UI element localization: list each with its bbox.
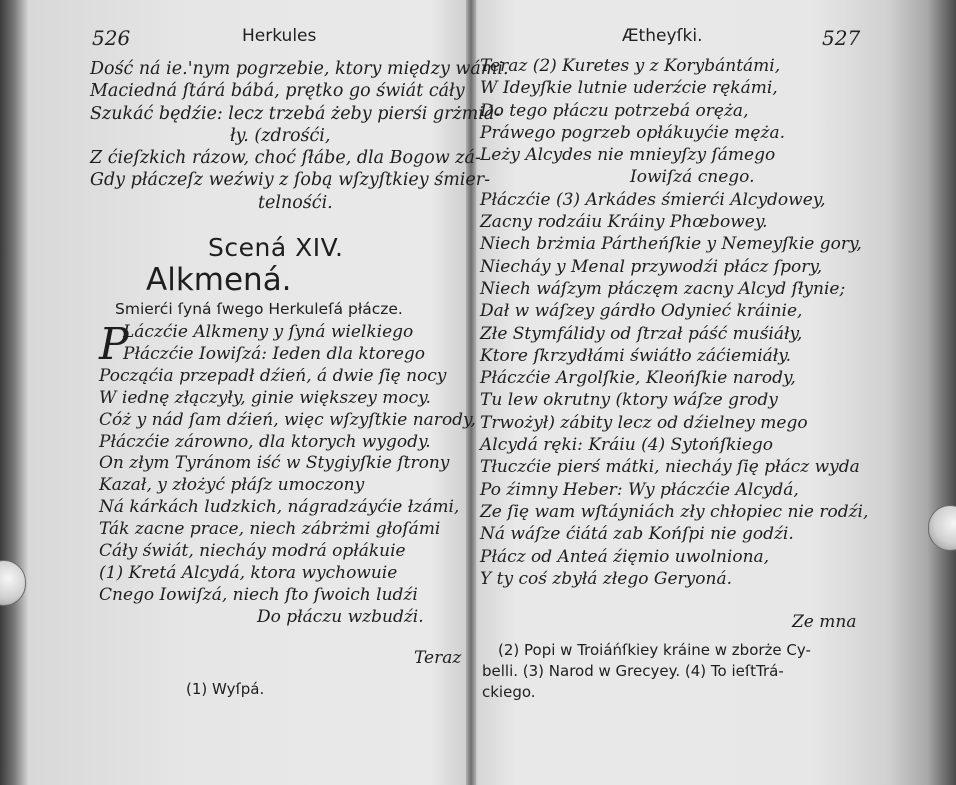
verse-line: W iednę złączyły, ginie większey mocy. <box>99 387 431 408</box>
left-top-text <box>90 58 509 214</box>
text-line: ły. (zdrośći, <box>230 125 331 146</box>
verse-line: Ná wáſze ćiátá zab Końſpi nie godźi. <box>480 524 794 545</box>
verse-line: Po źimny Heber: Wy płáczćie Alcydá, <box>480 479 799 500</box>
verse-line: Práwego pogrzeb opłákuyćie męża. <box>480 122 785 143</box>
right-page-number: 527 <box>822 26 861 50</box>
verse-line: Niecháy y Menal przywodźi płácz ſpory, <box>480 256 823 277</box>
left-footnote: (1) Wyſpá. <box>186 680 265 698</box>
verse-line: Cáły świát, niecháy modrá opłákuie <box>99 541 406 562</box>
verse-line: Płáczćie zárowno, dla ktorych wygody. <box>99 431 431 452</box>
verse-line: On złym Tyránom iść w Stygiyſkie ſtrony <box>99 453 450 474</box>
text-line: Z ćieſzkich rázow, choć ſłábe, dla Bogow zá- <box>90 148 481 169</box>
character-heading: Alkmená. <box>146 262 292 298</box>
verse-line: Cóż y nád ſam dźień, więc wſzyſtkie narody, <box>99 409 476 430</box>
verse-line: Trwożył) zábity lecz od dźielney mego <box>480 412 808 433</box>
verse-line: Płáczćie Argolſkie, Kleońſkie narody, <box>480 368 796 389</box>
verse-line: Tu lew okrutny (ktory wáſze grody <box>480 390 778 411</box>
verse-line: Do tego płáczu potrzebá oręża, <box>480 100 749 121</box>
right-running-head: Ætheyſki. <box>622 26 703 46</box>
verse-line: Teraz (2) Kuretes y z Korybántámi, <box>480 56 781 76</box>
verse-line: Kazał, y złożyć płáſz umoczony <box>99 475 365 496</box>
verse-line: (1) Kretá Alcydá, ktora wychowuie <box>99 562 398 583</box>
verse-line: Złe Stymfálidy od ſtrzał páść muśiáły, <box>480 323 803 344</box>
verse-line: Ná kárkách ludzkich, nágradzáyćie łzámi, <box>99 497 460 518</box>
footnote-line: ckiego. <box>482 683 536 701</box>
right-verse <box>480 55 868 590</box>
right-page <box>470 0 956 785</box>
left-verse <box>99 319 476 629</box>
text-line: Gdy płáczeſz weźwiy z ſobą wſzyſtkiey śmier- <box>90 170 491 191</box>
right-footnotes <box>482 640 811 703</box>
text-line: Dość ná ie.'nym pogrzebie, ktory między wámi. <box>90 59 509 79</box>
text-line: Szukáć będźie: lecz trzebá żeby pierśi grżmiá- <box>90 103 501 124</box>
verse-line: Y ty coś zbyłá złego Geryoná. <box>480 568 732 589</box>
verse-line: Płácz od Anteá źięmio uwolniona, <box>480 546 770 567</box>
right-catchword: Ze mna <box>792 612 857 632</box>
verse-line: Tłuczćie pierś mátki, niecháy ſię płácz wyda <box>480 457 860 478</box>
left-page-number: 526 <box>92 26 131 50</box>
verse-line: Ták zacne prace, niech zábrżmi głoſámi <box>99 519 441 540</box>
scene-title: Scená XIV. <box>208 233 344 262</box>
verse-line: Láczćie Alkmeny y ſyná wielkiego <box>123 322 414 342</box>
verse-line: Ktore ſkrzydłámi świátło záćiemiáły. <box>480 345 792 366</box>
text-line: Maciedná ſtárá bábá, prętko go świát cáły <box>90 81 465 102</box>
verse-line: W Ideyſkie lutnie uderźcie rękámi, <box>480 78 778 99</box>
left-running-head: Herkules <box>242 26 317 46</box>
footnote-line: belli. (3) Narod w Grecyey. (4) To ieſtTrá- <box>482 662 784 680</box>
verse-line: Ze ſię wam wſtáyniách zły chłopiec nie rodźi, <box>480 501 869 522</box>
verse-line: Począćia przepadł dźień, á dwie ſię nocy <box>99 365 447 386</box>
left-catchword: Teraz <box>414 648 462 668</box>
verse-line: Do płáczu wzbudźi. <box>257 606 424 627</box>
verse-line: Iowiſzá cnego. <box>630 167 755 188</box>
scene-description: Smierći ſyná ſwego Herkuleſá płácze. <box>115 300 403 318</box>
verse-line: Dał w wáſzey gárdło Odynieć kráinie, <box>480 301 803 322</box>
footnote-line: (2) Popi w Troiáńſkiey kráine w zborże Cy- <box>498 641 811 659</box>
verse-line: Cnego Iowiſzá, niech ſto ſwoich ludźi <box>99 584 418 605</box>
verse-line: Niech brżmia Pártheńſkie y Nemeyſkie gory, <box>480 234 862 255</box>
drop-cap: P <box>99 319 129 370</box>
verse-line: Leży Alcydes nie mnieyſzy ſámego <box>480 145 776 166</box>
verse-line: Niech wáſzym płáczęm zacny Alcyd ſłynie; <box>480 278 846 299</box>
verse-line: Płáczćie (3) Arkádes śmierći Alcydowey, <box>480 189 826 210</box>
verse-line: Alcydá ręki: Kráiu (4) Sytońſkiego <box>480 435 774 456</box>
verse-line: Płáczćie Iowiſzá: Ieden dla ktorego <box>123 343 426 364</box>
text-line: telnośći. <box>258 192 333 213</box>
verse-line: Zacny rodzáiu Kráiny Phœbowey. <box>480 212 768 233</box>
